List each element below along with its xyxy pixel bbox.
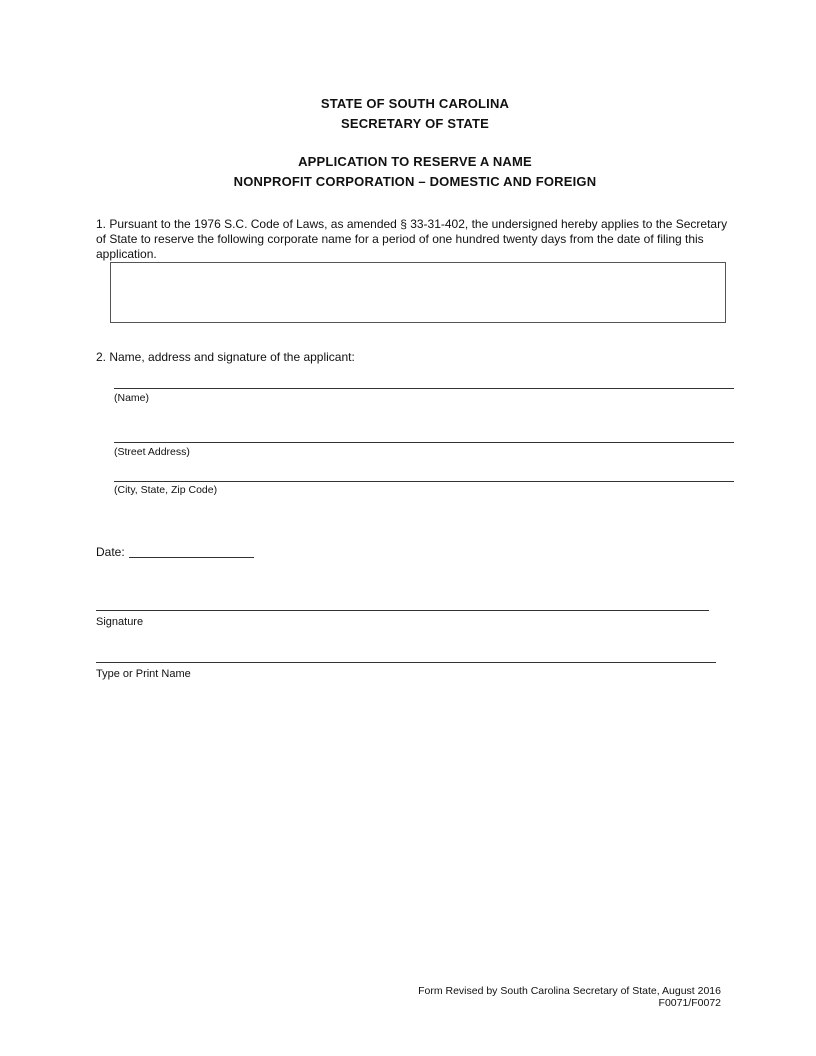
date-label: Date:	[96, 545, 125, 559]
state-heading: STATE OF SOUTH CAROLINA	[320, 96, 510, 111]
form-title: APPLICATION TO RESERVE A NAME	[298, 154, 532, 169]
form-number: F0071/F0072	[658, 997, 721, 1009]
city-state-zip-field[interactable]	[114, 481, 734, 482]
print-name-label: Type or Print Name	[96, 668, 191, 680]
secretary-heading: SECRETARY OF STATE	[340, 116, 490, 131]
print-name-field[interactable]	[96, 662, 716, 663]
date-field[interactable]	[129, 557, 254, 558]
form-subtitle: NONPROFIT CORPORATION – DOMESTIC AND FOREIGN	[233, 174, 597, 189]
signature-label: Signature	[96, 616, 144, 628]
form-footer	[418, 985, 721, 1009]
applicant-name-field[interactable]	[114, 388, 734, 389]
section-1-text: 1. Pursuant to the 1976 S.C. Code of Laws, as amended § 33-31-402, the undersigned hereby applies to the Secretary of State to reserve the following corporate name for a period of one hundred twenty days from the date of filing this application.	[96, 217, 728, 261]
city-state-zip-label: (City, State, Zip Code)	[114, 484, 218, 496]
applicant-name-label: (Name)	[114, 392, 150, 404]
street-address-label: (Street Address)	[114, 446, 190, 458]
corporate-name-field[interactable]	[110, 262, 726, 323]
section-2-text: 2. Name, address and signature of the applicant:	[96, 350, 355, 364]
street-address-field[interactable]	[114, 442, 734, 443]
revision-note: Form Revised by South Carolina Secretary of State, August 2016	[418, 985, 721, 997]
signature-field[interactable]	[96, 610, 709, 611]
